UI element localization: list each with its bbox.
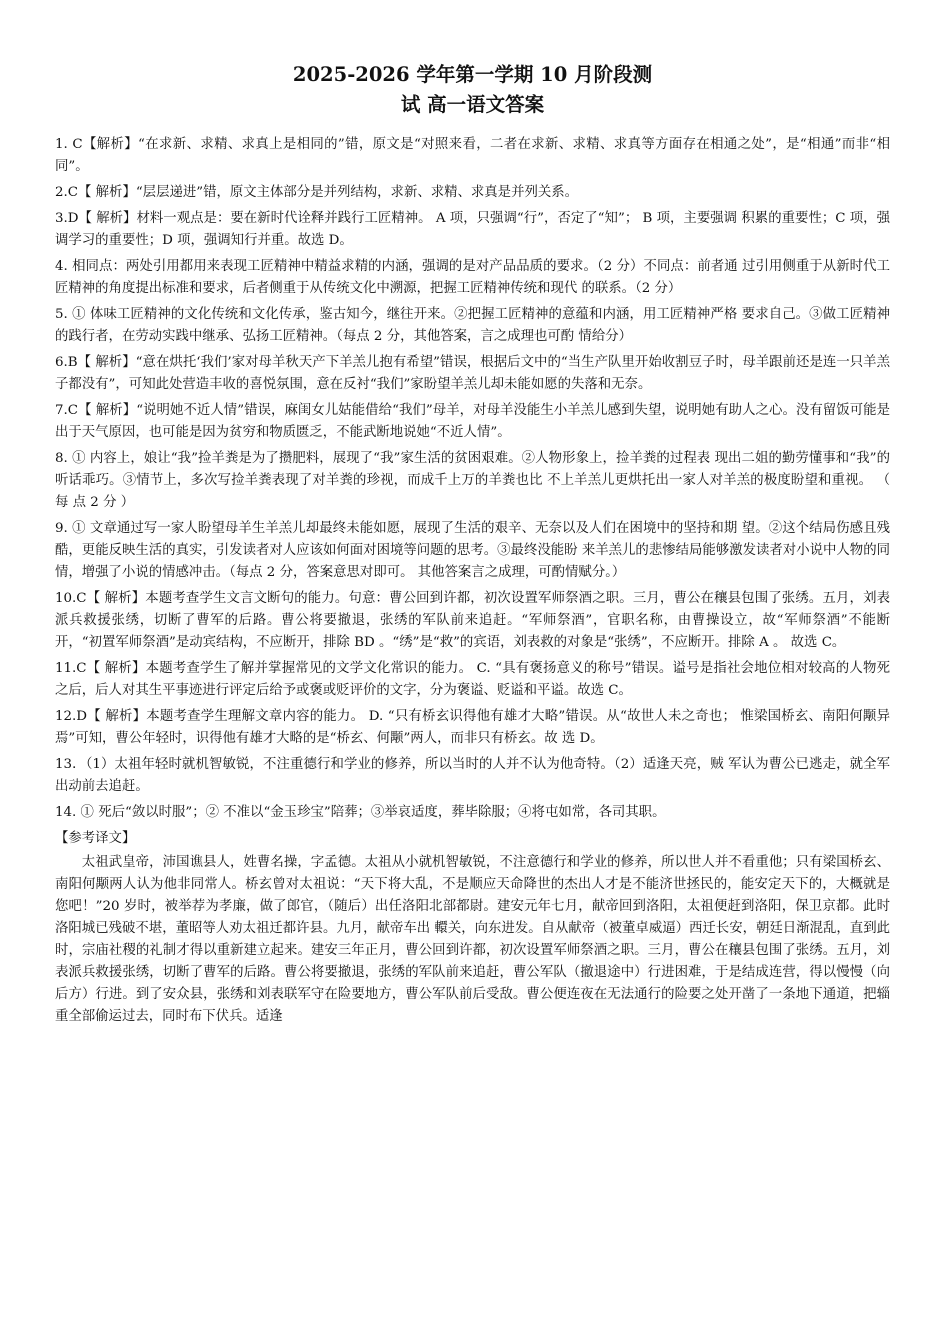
answer-item-13: 13．（1）太祖年轻时就机智敏锐，不注重德行和学业的修养，所以当时的人并不认为他奇特。（2）适逢天亮，贼 军认为曹公已逃走，就全军出动前去追赶。 — [55, 757, 890, 794]
answer-item-2: 2.C【 解析】“层层递进”错，原文主体部分是并列结构，求新、求精、求真是并列关系。 — [55, 185, 579, 200]
translation-heading: 【参考译文】 — [55, 831, 136, 846]
title-line-1: 2025-2026 学年第一学期 10 月阶段测 — [292, 63, 653, 86]
page-title — [55, 60, 890, 120]
answer-item-5: 5. ① 体味工匠精神的文化传统和文化传承，鉴古知今，继往开来。②把握工匠精神的意蕴和内涵，用工匠精神严格 要求自己。③做工匠精神的践行者，在劳动实践中继承、弘扬工匠精神。（每点 2 分，其他答案，言之成理也可酌 情给分） — [55, 307, 890, 344]
answer-list — [55, 134, 890, 824]
answer-item-14: 14. ① 死后“敛以时服”；② 不准以“金玉珍宝”陪葬；③举哀适度，葬毕除服；④将屯如常，各司其职。 — [55, 805, 666, 820]
answer-item-7: 7.C【 解析】“说明她不近人情”错误，麻闺女儿姑能借给“我们”母羊，对母羊没能生小羊羔儿感到失望，说明她有助人之心。没有留饭可能是出于天气原因，也可能是因为贫穷和物质匮乏，不能武断地说她“不近人情”。 — [55, 403, 890, 440]
answer-item-4: 4. 相同点：两处引用都用来表现工匠精神中精益求精的内涵，强调的是对产品品质的要求。（2 分）不同点：前者通 过引用侧重于从新时代工匠精神的角度提出标准和要求，后者侧重于从传统文化中溯源，把握工匠精神传统和现代 的联系。（2 分） — [55, 259, 890, 296]
answer-item-9: 9. ① 文章通过写一家人盼望母羊生羊羔儿却最终未能如愿，展现了生活的艰辛、无奈以及人们在困境中的坚持和期 望。②这个结局伤感且残酷，更能反映生活的真实，引发读者对人应该如何面对困境等问题的思考。③最终没能盼 来羊羔儿的悲惨结局能够激发读者对小说中人物的同情，增强了小说的情感冲击。（每点 2 分，答案意思对即可。 其他答案言之成理，可酌情赋分。） — [55, 521, 890, 580]
answer-item-6: 6.B【 解析】“意在烘托‘我们’家对母羊秋天产下羊羔儿抱有希望”错误，根据后文中的“当生产队里开始收割豆子时，母羊跟前还是连一只羊羔子都没有”，可知此处营造丰收的喜悦氛围，意在反衬“我们”家盼望羊羔儿却未能如愿的失落和无奈。 — [55, 355, 890, 392]
answer-item-12: 12.D【 解析】本题考查学生理解文章内容的能力。 D. “只有桥玄识得他有雄才大略”错误。从“故世人未之奇也； 惟梁国桥玄、南阳何颙异焉”可知，曹公年轻时，识得他有雄才大略的是“桥玄、何颙”两人，而非只有桥玄。故 选 D。 — [55, 709, 890, 746]
answer-item-11: 11.C【 解析】本题考查学生了解并掌握常见的文学文化常识的能力。 C. “具有褒扬意义的称号”错误。谥号是指社会地位相对较高的人物死之后，后人对其生平事迹进行评定后给予或褒或贬评价的文字，分为褒谥、贬谥和平谥。故选 C。 — [55, 661, 890, 698]
translation-paragraph: 太祖武皇帝，沛国谯县人，姓曹名操，字孟德。太祖从小就机智敏锐，不注意德行和学业的修养，所以世人并不看重他；只有梁国桥玄、南阳何颙两人认为他非同常人。桥玄曾对太祖说：“天下将大乱，不是顺应天命降世的杰出人才是不能济世拯民的，能安定天下的，大概就是您吧！”20 岁时，被举荐为孝廉，做了郎官，（随后）出任洛阳北部都尉。建安元年七月，献帝回到洛阳，太祖便赶到洛阳，保卫京都。此时洛阳城已残破不堪，董昭等人劝太祖迁都许县。九月，献帝车出 轘关，向东进发。自从献帝（被董卓威逼）西迁长安，朝廷日渐混乱，直到此时，宗庙社稷的礼制才得以重新建立起来。建安三年正月，曹公回到许都，初次设置军师祭酒之职。三月，曹公在穰县包围了张绣。五月，刘表派兵救援张绣，切断了曹军的后路。曹公将要撤退，张绣的军队前来追赶，曹公军队（撤退途中）行进困难，于是结成连营，得以慢慢（向后方）行进。到了安众县，张绣和刘表联军守在险要地方，曹公军队前后受敌。曹公便连夜在无法通行的险要之处开凿了一条地下通道，把辎重全部偷运过去，同时布下伏兵。适逢 — [55, 855, 890, 1024]
answer-item-1: 1. C【解析】“在求新、求精、求真上是相同的”错，原文是“对照来看，二者在求新、求精、求真等方面存在相通之处”，是“相通”而非“相同”。 — [55, 137, 890, 174]
title-line-2: 试 高一语文答案 — [400, 93, 545, 116]
answer-item-10: 10.C【 解析】本题考查学生文言文断句的能力。句意：曹公回到许都，初次设置军师祭酒之职。三月，曹公在穰县包围了张绣。五月，刘表派兵救援张绣，切断了曹军的后路。曹公将要撤退，张绣的军队前来追赶。“军师祭酒”，官职名称，由曹操设立，故“军师祭酒”不能断开，“初置军师祭酒”是动宾结构，不应断开，排除 BD 。“绣”是“救”的宾语，刘表救的对象是“张绣”，不应断开。排除 A 。 故选 C。 — [55, 591, 890, 650]
answer-item-8: 8. ① 内容上，娘让“我”捡羊粪是为了攒肥料，展现了“我”家生活的贫困艰难。②人物形象上，捡羊粪的过程表 现出二姐的勤劳懂事和“我”的听话乖巧。③情节上，多次写捡羊粪表现了对羊粪的珍视，而成千上万的羊粪也比 不上羊羔儿更烘托出一家人对羊羔的极度盼望和重视。 （ 每 点 2 分 ） — [55, 451, 890, 510]
answer-item-3: 3.D【 解析】材料一观点是：要在新时代诠释并践行工匠精神。 A 项，只强调“行”，否定了“知”； B 项，主要强调 积累的重要性；C 项，强调学习的重要性；D 项，强调知行并重。故选 D。 — [55, 211, 890, 248]
